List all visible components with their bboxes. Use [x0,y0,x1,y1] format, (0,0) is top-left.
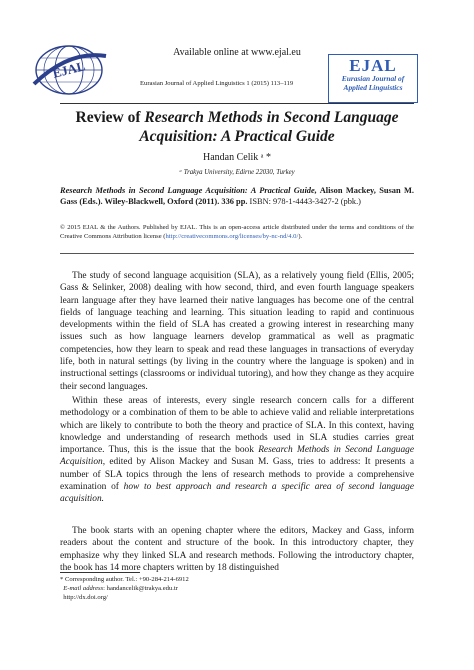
footnote-email [60,585,189,594]
badge-line-1: Eurasian Journal of [341,74,405,83]
email-address[interactable]: : handancelik@trakya.edu.tr [103,584,178,592]
availability-line: Available online at www.ejal.eu [173,47,301,58]
body-paragraph-1 [60,270,414,393]
affiliation: ᵃ Trakya University, Edirne 22030, Turkey [179,169,295,176]
body-paragraph-2 [60,395,414,506]
copyright-text-2: ). [298,233,303,240]
logo-text: EJAL [50,58,87,81]
header-divider [60,103,414,104]
email-label: E-mail address [63,584,104,592]
p2-text-b: , edited by Alison Mackey and Susan M. Gass, tries to address: It presents a number of SLA topics through the lens of research methods to provide a comprehensive examination of [60,457,414,493]
paragraph-text: The study of second language acquisition (SLA), as a relatively young field (Ellis, 2005; Gass & Selinker, 2008) dealing with how second, third, and even fourth language speakers learn language after they have learned their native languages has become one of the central fields of language teaching and learning. This situation leading to rapid and continuous developments within the field of SLA has created a growing interest in researching many issues such as how language learners develop grammatical as well as pragmatic competencies, how they learn to speak and read these languages in transactions of everyday life, both in natural settings (by living in the country where the language is spoken) and in instructional settings (classrooms or individual tutoring), and how they change as they acquire their second languages. [60,271,414,392]
doi-link[interactable]: http://dx.doi.org/ [63,593,108,601]
badge-line-2: Applied Linguistics [343,82,403,92]
title-prefix: Review of [75,109,145,126]
p2-book-title: Research Methods in Second Language Acquisition [60,445,414,468]
paragraph-text: The book starts with an opening chapter where the editors, Mackey and Gass, inform readers about the content and structure of the book. In this introductory chapter, they emphasize why they linked SLA and research methods. Following the introductory chapter, the book has 14 more chapters written by 18 distinguished [60,526,414,573]
footnote-divider [60,572,140,573]
title-italic-2: Acquisition: A Practical Guide [139,128,335,145]
ref-book-title: Research Methods in Second Language Acquisition: A Practical Guide, [60,186,317,195]
badge-title: EJAL [349,56,397,75]
section-divider [60,253,414,254]
author: Handan Celik ᵃ * [203,152,271,163]
copyright-text-1: © 2015 EJAL & the Authors. Published by EJAL. This is an open-access article distributed under the terms and conditions of the Creative Commons Attribution license ( [60,224,414,240]
ref-isbn: ISBN: 978-1-4443-3427-2 (pbk.) [247,197,361,206]
ejal-badge [328,54,418,103]
paragraph-text [60,395,414,506]
p2-text-a: Within these areas of interests, every single research concern calls for a different methodology or a combination of them to be able to achieve valid and reliable interpretations which are likely to contribute to both the theory and practice of SLA. In this context, having knowledge and understanding of research methods used in SLA studies carries great importance. Thus, this is the issue that the book [60,396,414,456]
license-link[interactable]: http://creativecommons.org/licenses/by-nc-nd/4.0/ [165,233,299,240]
p2-emphasis: how to best approach and research a specific area of second language acquisition. [60,482,414,505]
book-reference [60,185,414,207]
copyright-notice [60,223,414,241]
footnote [60,576,189,602]
article-title [0,108,474,146]
footnote-contact: * Corresponding author. Tel.: +90-284-214-6912 [60,576,189,583]
ref-editors: Alison Mackey, Susan M. Gass (Eds.). Wiley-Blackwell, Oxford (2011). 336 pp. [60,186,414,206]
journal-citation: Eurasian Journal of Applied Linguistics 1 (2015) 113–119 [140,80,294,87]
title-italic-1: Research Methods in Second Language [144,109,399,126]
body-paragraph-3 [60,525,414,574]
footnote-doi [60,594,189,603]
